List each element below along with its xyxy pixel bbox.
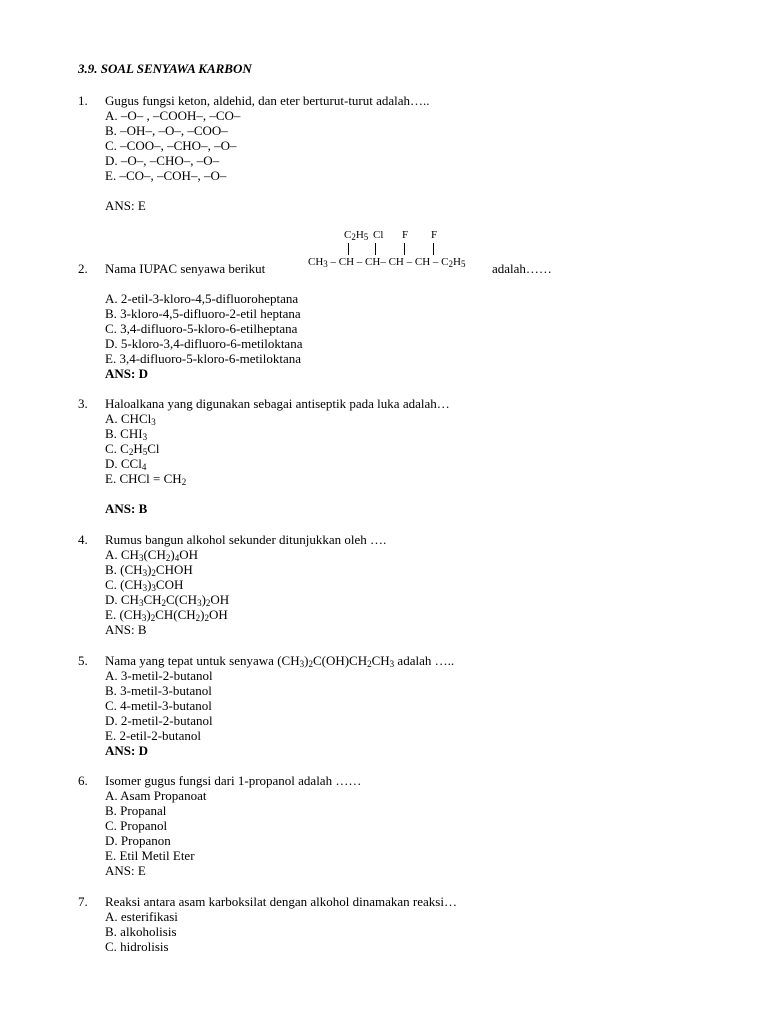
option-d: D. CCl$_4$ (105, 456, 147, 472)
option-d: D. $CH_3CH_2C(CH_3)_2OH$ (105, 592, 230, 608)
question-text: Gugus fungsi keton, aldehid, dan eter berturut-turut adalah….. (105, 93, 430, 108)
option-a: A. 2-etil-3-kloro-4,5-difluoroheptana (105, 291, 299, 306)
option-e: E. –CO–, –COH–, –O– (105, 168, 227, 183)
question-number: 6. (78, 773, 88, 788)
option-c: C. 3,4-difluoro-5-kloro-6-etilheptana (105, 321, 298, 336)
substituent-fluoro-1: F (402, 229, 409, 241)
question-3 (78, 396, 450, 516)
question-1 (78, 93, 430, 213)
option-a: A. $CH_3(CH_2)_4OH$ (105, 547, 198, 563)
option-d: D. Propanon (105, 833, 171, 848)
option-a: A. 3-metil-2-butanol (105, 668, 213, 683)
option-c: C. Propanol (105, 818, 168, 833)
option-c: C. –COO–, –CHO–, –O– (105, 138, 237, 153)
answer: ANS: D (105, 366, 148, 381)
question-number: 7. (78, 894, 88, 909)
option-e: E. CHCl = $CH_2$ (105, 471, 187, 487)
answer: ANS: B (105, 622, 147, 637)
option-b: B. 3-kloro-4,5-difluoro-2-etil heptana (105, 306, 301, 321)
option-c: C. hidrolisis (105, 939, 169, 954)
question-number: 1. (78, 93, 88, 108)
question-text: Nama yang tepat untuk senyawa $(CH_3)_2C(OH)CH_2CH_3$ adalah ….. (105, 653, 455, 669)
main-chain: $CH_3$ – CH – CH– CH – CH – $C_2H_5$ (308, 256, 466, 269)
option-a: A. Asam Propanoat (105, 788, 207, 803)
option-b: B. alkoholisis (105, 924, 177, 939)
answer: ANS: B (105, 501, 148, 516)
option-d: D. 2-metil-2-butanol (105, 713, 213, 728)
option-c: C. 4-metil-3-butanol (105, 698, 212, 713)
question-2-suffix: adalah…… (492, 261, 552, 276)
question-text: Nama IUPAC senyawa berikut (105, 261, 266, 276)
option-b: B. 3-metil-3-butanol (105, 683, 212, 698)
option-b: B. $(CH_3)_2CHOH$ (105, 562, 193, 578)
option-a: A. CHCl$_3$ (105, 411, 156, 427)
bond-line (375, 243, 376, 255)
question-5 (78, 653, 454, 758)
substituent-ethyl: $C_2H_5$ (344, 229, 369, 242)
answer: ANS: D (105, 743, 148, 758)
option-a: A. esterifikasi (105, 909, 178, 924)
structural-formula (308, 229, 498, 273)
option-e: E. Etil Metil Eter (105, 848, 195, 863)
question-4 (78, 532, 386, 637)
answer: ANS: E (105, 863, 146, 878)
question-number: 4. (78, 532, 88, 547)
option-d: D. –O–, –CHO–, –O– (105, 153, 220, 168)
option-c: C. $C_2H_5Cl$ (105, 441, 160, 457)
question-number: 3. (78, 396, 88, 411)
bond-line (404, 243, 405, 255)
option-c: C. $(CH_3)_3COH$ (105, 577, 184, 593)
question-number: 5. (78, 653, 88, 668)
answer: ANS: E (105, 198, 146, 213)
page-title: 3.9. SOAL SENYAWA KARBON (78, 61, 252, 76)
bond-line (348, 243, 349, 255)
option-e: E. 2-etil-2-butanol (105, 728, 202, 743)
option-b: B. –OH–, –O–, –COO– (105, 123, 228, 138)
question-number: 2. (78, 261, 88, 276)
substituent-chloro: Cl (373, 229, 384, 241)
option-b: B. $CHI_3$ (105, 426, 148, 442)
option-d: D. 5-kloro-3,4-difluoro-6-metiloktana (105, 336, 303, 351)
question-6 (78, 773, 361, 878)
substituent-fluoro-2: F (431, 229, 438, 241)
question-text: Haloalkana yang digunakan sebagai antiseptik pada luka adalah… (105, 396, 450, 411)
option-e: E. 3,4-difluoro-5-kloro-6-metiloktana (105, 351, 302, 366)
question-text: Isomer gugus fungsi dari 1-propanol adalah …… (105, 773, 362, 788)
question-2 (78, 261, 302, 381)
question-text: Rumus bangun alkohol sekunder ditunjukkan oleh …. (105, 532, 387, 547)
question-7 (78, 894, 457, 954)
option-e: E. $(CH_3)_2CH(CH_2)_2OH$ (105, 607, 228, 623)
bond-line (433, 243, 434, 255)
option-a: A. –O– , –COOH–, –CO– (105, 108, 241, 123)
option-b: B. Propanal (105, 803, 167, 818)
question-text: Reaksi antara asam karboksilat dengan alkohol dinamakan reaksi… (105, 894, 457, 909)
